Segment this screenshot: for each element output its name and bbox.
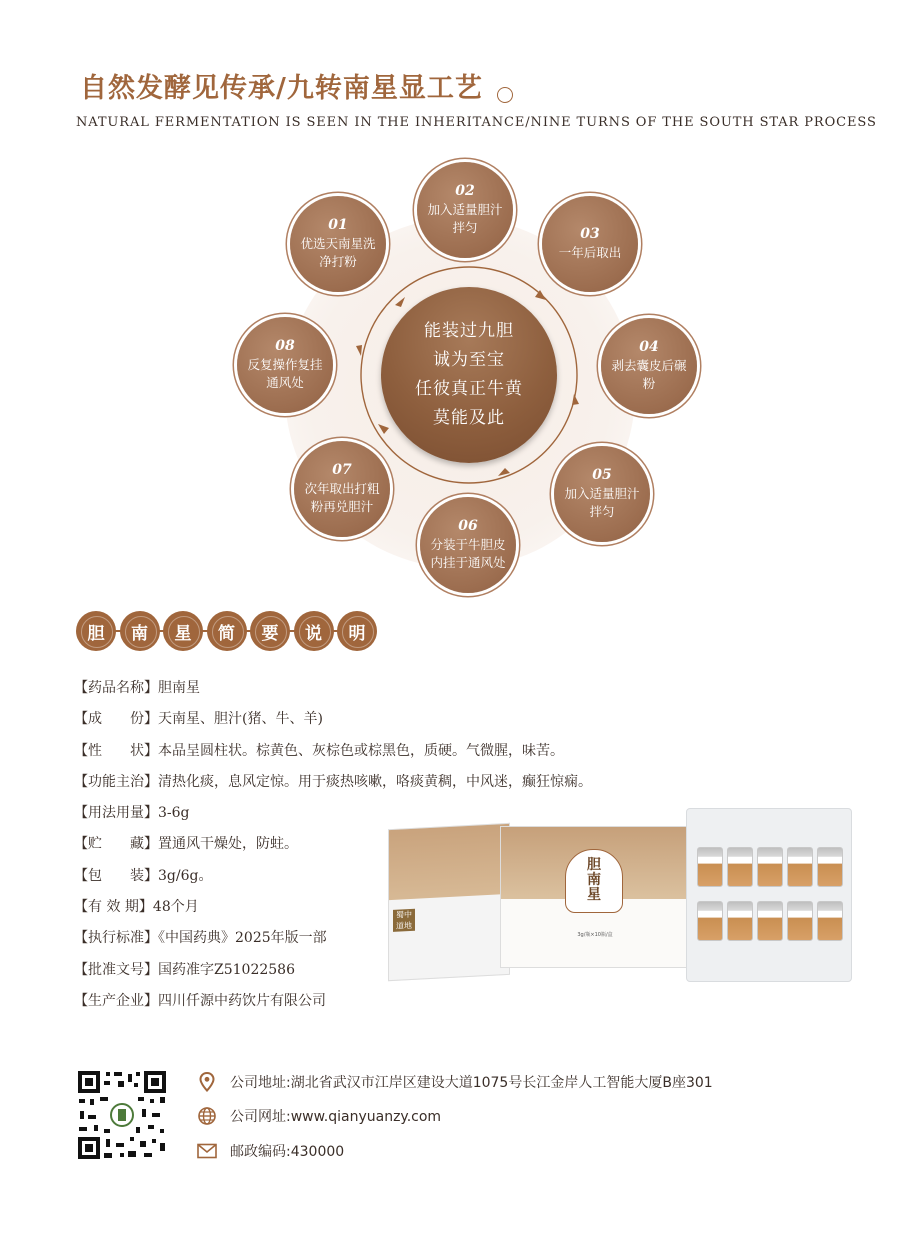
page-subtitle-en: NATURAL FERMENTATION IS SEEN IN THE INHERITANCE/NINE TURNS OF THE SOUTH STAR PROCESS [76, 115, 877, 130]
contact-website [196, 1105, 441, 1127]
step-text: 加入适量胆汁拌匀 [427, 202, 503, 235]
vial [697, 847, 723, 887]
arrow-head [356, 345, 362, 356]
vial [757, 847, 783, 887]
arrow-head [498, 468, 510, 476]
heading-char: 胆 [76, 611, 116, 651]
center-motto [381, 287, 557, 463]
qr-code-icon[interactable] [76, 1069, 168, 1161]
info-label: 【包 装】 [74, 867, 158, 884]
contact-postcode-text: 邮政编码:430000 [230, 1144, 345, 1160]
step-text: 分装于牛胆皮内挂于通风处 [430, 537, 506, 570]
product-box-spec: 3g/瓶×10瓶/盒 [577, 932, 613, 938]
step-text: 反复操作复挂通风处 [247, 357, 323, 390]
product-box-title: 胆南星 [587, 857, 601, 903]
info-value: 本品呈圆柱状。棕黄色、灰棕色或棕黑色，质硬。气微腥，味苦。 [158, 742, 564, 759]
info-value: 清热化痰，息风定惊。用于痰热咳嗽，咯痰黄稠，中风迷，癫狂惊痫。 [158, 773, 592, 790]
product-box-front [500, 826, 690, 968]
vial [787, 901, 813, 941]
step-number: 04 [639, 339, 659, 355]
heading-char: 简 [207, 611, 247, 651]
info-label: 【用法用量】 [74, 805, 158, 822]
vial [817, 847, 843, 887]
info-label: 【药品名称】 [74, 680, 158, 696]
step-text: 次年取出打粗粉再兑胆汁 [304, 481, 380, 514]
process-step-03 [542, 196, 638, 292]
info-value: 天南星、胆汁(猪、牛、羊) [158, 711, 323, 728]
motto-line: 能装过九胆 [424, 321, 514, 341]
heading-char: 星 [163, 611, 203, 651]
step-number: 06 [458, 518, 478, 534]
info-label: 【性 状】 [74, 742, 158, 759]
info-value: 四川仟源中药饮片有限公司 [158, 992, 326, 1009]
product-seal [565, 849, 623, 913]
info-label: 【批准文号】 [74, 961, 158, 978]
info-label: 【贮 藏】 [74, 836, 158, 853]
step-number: 08 [275, 338, 295, 354]
heading-char: 要 [250, 611, 290, 651]
info-label: 【执行标准】 [74, 930, 158, 947]
info-row-appearance [74, 739, 592, 770]
motto-line: 莫能及此 [433, 408, 505, 428]
motto-line: 诚为至宝 [433, 350, 505, 370]
step-number: 03 [580, 226, 600, 242]
info-label: 【功能主治】 [74, 773, 158, 790]
vial [697, 901, 723, 941]
footer-contact [0, 1060, 919, 1170]
process-step-05 [554, 446, 650, 542]
info-row-name [74, 676, 592, 707]
product-image [382, 808, 852, 998]
section-heading [76, 611, 381, 651]
vial [727, 847, 753, 887]
info-value: 胆南星 [158, 680, 200, 696]
step-number: 02 [455, 183, 475, 199]
contact-address [196, 1071, 713, 1093]
heading-char: 说 [294, 611, 334, 651]
process-step-07 [294, 441, 390, 537]
product-stamp: 蜀中道地 [393, 909, 415, 932]
info-value: 48个月 [152, 899, 199, 916]
step-text: 优选天南星洗净打粉 [300, 236, 376, 269]
info-value: 置通风干燥处，防蛀。 [158, 836, 298, 853]
info-label: 【有 效 期】 [74, 899, 153, 916]
heading-char: 南 [120, 611, 160, 651]
contact-address-text: 公司地址:湖北省武汉市江岸区建设大道1075号长江金岸人工智能大厦B座301 [230, 1075, 713, 1091]
page-title: 自然发酵见传承/九转南星显工艺 [80, 73, 483, 104]
process-step-01 [290, 196, 386, 292]
vial [727, 901, 753, 941]
info-value: 《中国药典》2025年版一部 [158, 930, 327, 947]
step-number: 07 [332, 462, 352, 478]
info-label: 【生产企业】 [74, 992, 158, 1009]
process-step-06 [420, 497, 516, 593]
step-number: 01 [328, 217, 348, 233]
product-vial-tray [686, 808, 852, 982]
motto-line: 任彼真正牛黄 [415, 379, 523, 399]
info-value: 国药准字Z51022586 [158, 961, 295, 978]
info-row-ingredients [74, 707, 592, 738]
step-number: 05 [592, 467, 612, 483]
location-pin-icon [196, 1071, 218, 1093]
vial [787, 847, 813, 887]
process-step-08 [237, 317, 333, 413]
arrow-head [395, 297, 405, 307]
info-value: 3g/6g。 [158, 867, 213, 884]
vial [757, 901, 783, 941]
step-text: 加入适量胆汁拌匀 [564, 486, 640, 519]
envelope-icon [196, 1140, 218, 1162]
globe-icon [196, 1105, 218, 1127]
step-text: 剥去囊皮后碾粉 [611, 358, 687, 391]
info-row-indications [74, 770, 592, 801]
step-text: 一年后取出 [558, 245, 622, 260]
heading-char: 明 [337, 611, 377, 651]
info-label: 【成 份】 [74, 711, 158, 728]
vial [817, 901, 843, 941]
process-step-02 [417, 162, 513, 258]
process-step-04 [601, 318, 697, 414]
product-box-side [388, 823, 510, 981]
contact-postcode [196, 1140, 344, 1162]
info-value: 3-6g [158, 805, 190, 822]
process-diagram [0, 0, 919, 610]
contact-website-link[interactable]: 公司网址:www.qianyuanzy.com [230, 1109, 442, 1125]
